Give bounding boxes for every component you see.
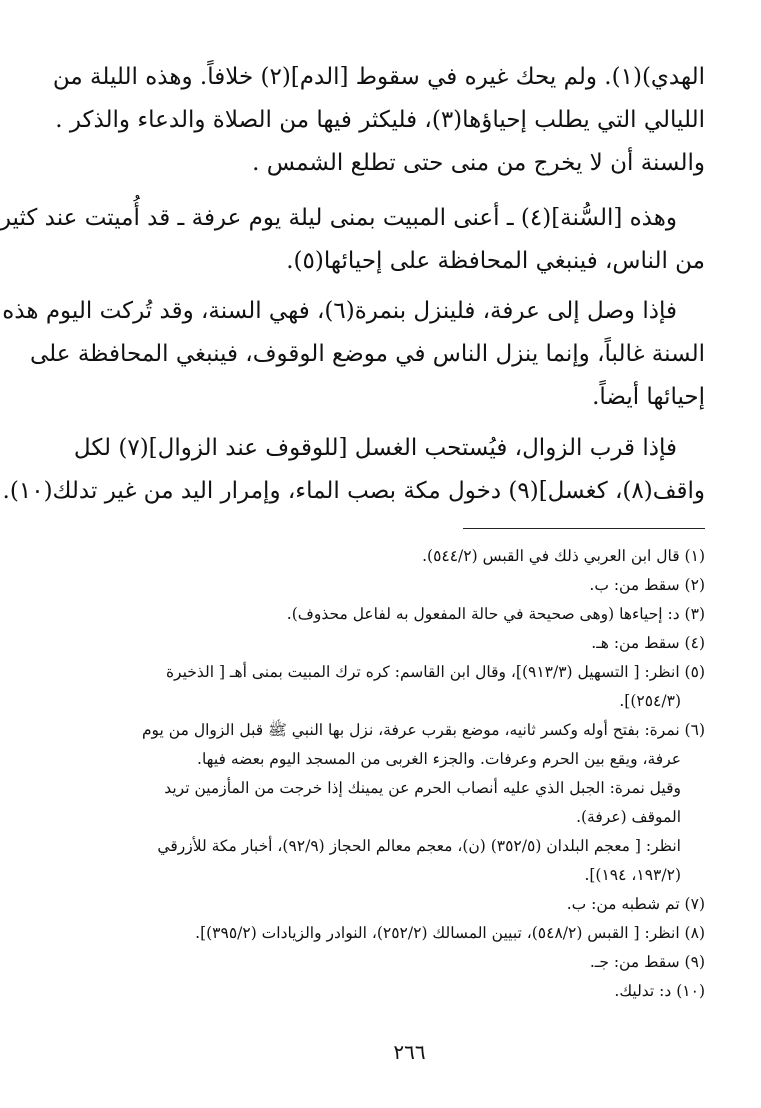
footnote-line: الموقف (عرفة). — [576, 808, 681, 826]
footnote-line: (٧) تم شطبه من: ب. — [566, 895, 705, 913]
footnote-separator — [463, 528, 705, 529]
text-line: والسنة أن لا يخرج من منى حتى تطلع الشمس . — [252, 150, 705, 176]
footnote-line: عرفة، ويقع بين الحرم وعرفات. والجزء الغربى من المسجد اليوم بعضه فيها. — [197, 750, 681, 768]
text-line: فإذا وصل إلى عرفة، فلينزل بنمرة(٦)، فهي السنة، وقد تُركت اليوم هذه — [2, 298, 677, 324]
text-line: واقف(٨)، كغسل](٩) دخول مكة بصب الماء، وإمرار اليد من غير تدلك(١٠). — [2, 478, 705, 504]
footnote-line: (٦) نمرة: بفتح أوله وكسر ثانيه، موضع بقرب عرفة، نزل بها النبي ﷺ قبل الزوال من يوم — [141, 721, 705, 739]
footnote-line: (٢) سقط من: ب. — [589, 576, 705, 594]
footnote-8 — [90, 919, 705, 948]
text-line: السنة غالباً، وإنما ينزل الناس في موضع الوقوف، فينبغي المحافظة على — [30, 341, 705, 367]
text-line: إحيائها أيضاً. — [592, 384, 705, 410]
footnote-7 — [90, 890, 705, 919]
footnote-line: (١٠) د: تدليك. — [614, 982, 705, 1000]
text-line: وهذه [السُّنة](٤) ـ أعنى المبيت بمنى ليلة يوم عرفة ـ قد أُميتت عند كثير — [0, 205, 677, 231]
paragraph-2 — [0, 197, 705, 283]
footnote-5 — [90, 658, 705, 716]
text-line: الليالي التي يطلب إحياؤها(٣)، فليكثر فيها من الصلاة والدعاء والذكر . — [55, 107, 705, 133]
footnotes — [90, 542, 705, 1006]
footnote-1 — [90, 542, 705, 571]
footnote-6-refs — [90, 832, 705, 890]
footnote-line: (٤) سقط من: هـ. — [591, 634, 705, 652]
footnote-4 — [90, 629, 705, 658]
footnote-line: وقيل نمرة: الجبل الذي عليه أنصاب الحرم عن يمينك إذا خرجت من المأزمين تريد — [164, 779, 681, 797]
page-number: ٢٦٦ — [393, 1040, 426, 1064]
footnote-line: (١) قال ابن العربي ذلك في القبس (٥٤٤/٢). — [422, 547, 705, 565]
footnote-9 — [90, 948, 705, 977]
footnote-3 — [90, 600, 705, 629]
footnote-line: (٣) د: إحياءها (وهى صحيحة في حالة المفعول به لفاعل محذوف). — [286, 605, 705, 623]
footnote-line: (٥) انظر: [ التسهيل (٩١٣/٣)]، وقال ابن القاسم: كره ترك المبيت بمنى أهـ [ الذخيرة — [165, 663, 705, 681]
text-line: فإذا قرب الزوال، فيُستحب الغسل [للوقوف عند الزوال](٧) لكل — [73, 435, 677, 461]
paragraph-3 — [2, 290, 705, 419]
footnote-10 — [90, 977, 705, 1006]
footnote-line: (٨) انظر: [ القبس (٥٤٨/٢)، تبيين المسالك (٢٥٢/٢)، النوادر والزيادات (٣٩٥/٢)]. — [195, 924, 705, 942]
paragraph-1 — [52, 56, 705, 185]
text-line: من الناس، فينبغي المحافظة على إحيائها(٥). — [286, 248, 705, 274]
footnote-line: (٩) سقط من: جـ. — [589, 953, 705, 971]
paragraph-4 — [2, 427, 705, 513]
footnote-line: (١٩٣/٢، ١٩٤)]. — [584, 866, 681, 884]
footnote-6-cont — [90, 774, 705, 832]
footnote-line: انظر: [ معجم البلدان (٣٥٢/٥) (ن)، معجم معالم الحجاز (٩٢/٩)، أخبار مكة للأزرقي — [157, 837, 681, 855]
text-line: الهدي)(١). ولم يحك غيره في سقوط [الدم](٢) خلافاً. وهذه الليلة من — [52, 64, 705, 90]
footnote-6 — [90, 716, 705, 774]
footnote-line: (٢٥٤/٣)]. — [619, 692, 681, 710]
footnote-2 — [90, 571, 705, 600]
